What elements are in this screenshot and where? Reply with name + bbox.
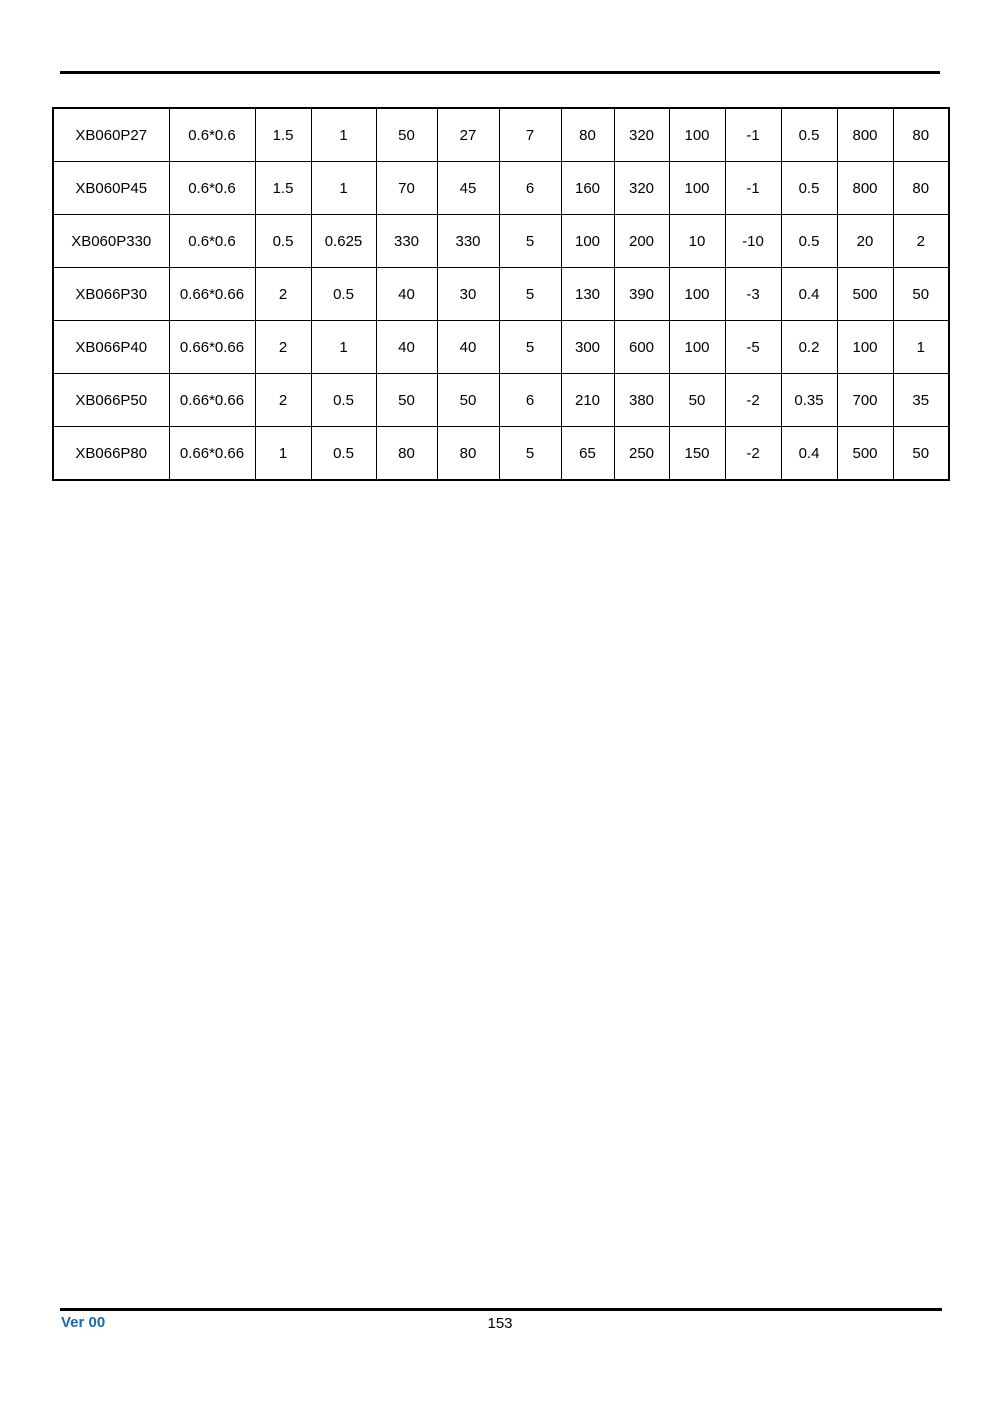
table-cell: 200 <box>614 215 669 268</box>
model-cell: XB066P80 <box>53 427 169 481</box>
table-cell: 390 <box>614 268 669 321</box>
table-cell: -10 <box>725 215 781 268</box>
table-cell: 320 <box>614 108 669 162</box>
model-cell: XB066P40 <box>53 321 169 374</box>
page-number: 153 <box>487 1315 513 1332</box>
table-cell: 0.66*0.66 <box>169 374 255 427</box>
table-cell: 320 <box>614 162 669 215</box>
table-cell: 0.66*0.66 <box>169 268 255 321</box>
table-cell: 70 <box>376 162 437 215</box>
version-label: Ver 00 <box>61 1314 106 1331</box>
table-cell: 35 <box>893 374 949 427</box>
table-cell: 0.5 <box>781 162 837 215</box>
table-cell: 1.5 <box>255 108 311 162</box>
table-cell: 5 <box>499 268 561 321</box>
table-cell: 80 <box>561 108 614 162</box>
table-cell: -5 <box>725 321 781 374</box>
table-cell: 2 <box>893 215 949 268</box>
table-cell: -1 <box>725 108 781 162</box>
table-cell: 0.5 <box>781 215 837 268</box>
table-cell: 250 <box>614 427 669 481</box>
table-cell: -2 <box>725 374 781 427</box>
table-cell: 50 <box>437 374 499 427</box>
table-cell: 0.66*0.66 <box>169 321 255 374</box>
table-cell: 1 <box>311 108 376 162</box>
table-cell: 5 <box>499 427 561 481</box>
table-cell: 2 <box>255 374 311 427</box>
header-rule <box>60 71 940 74</box>
table-cell: 210 <box>561 374 614 427</box>
table-cell: 0.2 <box>781 321 837 374</box>
table-cell: 800 <box>837 162 893 215</box>
table-cell: 0.4 <box>781 268 837 321</box>
table-row <box>53 374 949 427</box>
table-cell: 10 <box>669 215 725 268</box>
table-cell: 0.66*0.66 <box>169 427 255 481</box>
table-cell: 30 <box>437 268 499 321</box>
table-cell: 150 <box>669 427 725 481</box>
table-cell: 380 <box>614 374 669 427</box>
table-row <box>53 215 949 268</box>
table-cell: 0.6*0.6 <box>169 108 255 162</box>
table-cell: 45 <box>437 162 499 215</box>
table-cell: 50 <box>669 374 725 427</box>
table-cell: 600 <box>614 321 669 374</box>
table-cell: 300 <box>561 321 614 374</box>
table-row <box>53 108 949 162</box>
table-cell: 100 <box>837 321 893 374</box>
table-cell: 0.6*0.6 <box>169 215 255 268</box>
table-cell: 1 <box>311 162 376 215</box>
table-cell: 100 <box>669 162 725 215</box>
table-cell: 330 <box>437 215 499 268</box>
table-cell: 65 <box>561 427 614 481</box>
model-cell: XB060P45 <box>53 162 169 215</box>
table-cell: 0.5 <box>781 108 837 162</box>
table-cell: -2 <box>725 427 781 481</box>
table-cell: 5 <box>499 215 561 268</box>
table-cell: 40 <box>437 321 499 374</box>
table-cell: 27 <box>437 108 499 162</box>
table-cell: 2 <box>255 321 311 374</box>
footer-rule <box>60 1308 942 1311</box>
table-cell: 330 <box>376 215 437 268</box>
table-cell: 0.625 <box>311 215 376 268</box>
table-cell: 6 <box>499 374 561 427</box>
table-cell: 2 <box>255 268 311 321</box>
table-cell: 0.35 <box>781 374 837 427</box>
table-cell: 50 <box>893 268 949 321</box>
table-cell: 130 <box>561 268 614 321</box>
table-cell: 5 <box>499 321 561 374</box>
table-cell: 20 <box>837 215 893 268</box>
table-cell: 40 <box>376 268 437 321</box>
model-cell: XB066P50 <box>53 374 169 427</box>
table-cell: 0.6*0.6 <box>169 162 255 215</box>
table-cell: 100 <box>669 108 725 162</box>
table-row <box>53 268 949 321</box>
table-cell: 0.5 <box>255 215 311 268</box>
table-cell: 1.5 <box>255 162 311 215</box>
table-cell: 80 <box>893 108 949 162</box>
table-cell: 80 <box>437 427 499 481</box>
table-cell: 0.5 <box>311 427 376 481</box>
table-cell: 100 <box>561 215 614 268</box>
table-cell: 40 <box>376 321 437 374</box>
table-cell: 1 <box>255 427 311 481</box>
table-cell: 0.5 <box>311 374 376 427</box>
table-cell: 800 <box>837 108 893 162</box>
table-cell: 50 <box>893 427 949 481</box>
table-cell: 80 <box>893 162 949 215</box>
table-cell: 0.4 <box>781 427 837 481</box>
table-cell: 100 <box>669 321 725 374</box>
table-cell: 100 <box>669 268 725 321</box>
table-row <box>53 321 949 374</box>
table-cell: -3 <box>725 268 781 321</box>
table-cell: 50 <box>376 108 437 162</box>
table-body <box>53 108 949 480</box>
table-row <box>53 427 949 481</box>
model-cell: XB060P27 <box>53 108 169 162</box>
table-cell: 1 <box>311 321 376 374</box>
table-cell: 80 <box>376 427 437 481</box>
table-cell: 7 <box>499 108 561 162</box>
table-cell: 1 <box>893 321 949 374</box>
table-row <box>53 162 949 215</box>
table-cell: 500 <box>837 427 893 481</box>
table-cell: 500 <box>837 268 893 321</box>
table-cell: -1 <box>725 162 781 215</box>
table-cell: 700 <box>837 374 893 427</box>
model-cell: XB066P30 <box>53 268 169 321</box>
spec-table <box>52 107 950 481</box>
model-cell: XB060P330 <box>53 215 169 268</box>
table-cell: 6 <box>499 162 561 215</box>
table-cell: 50 <box>376 374 437 427</box>
table-cell: 160 <box>561 162 614 215</box>
table-cell: 0.5 <box>311 268 376 321</box>
